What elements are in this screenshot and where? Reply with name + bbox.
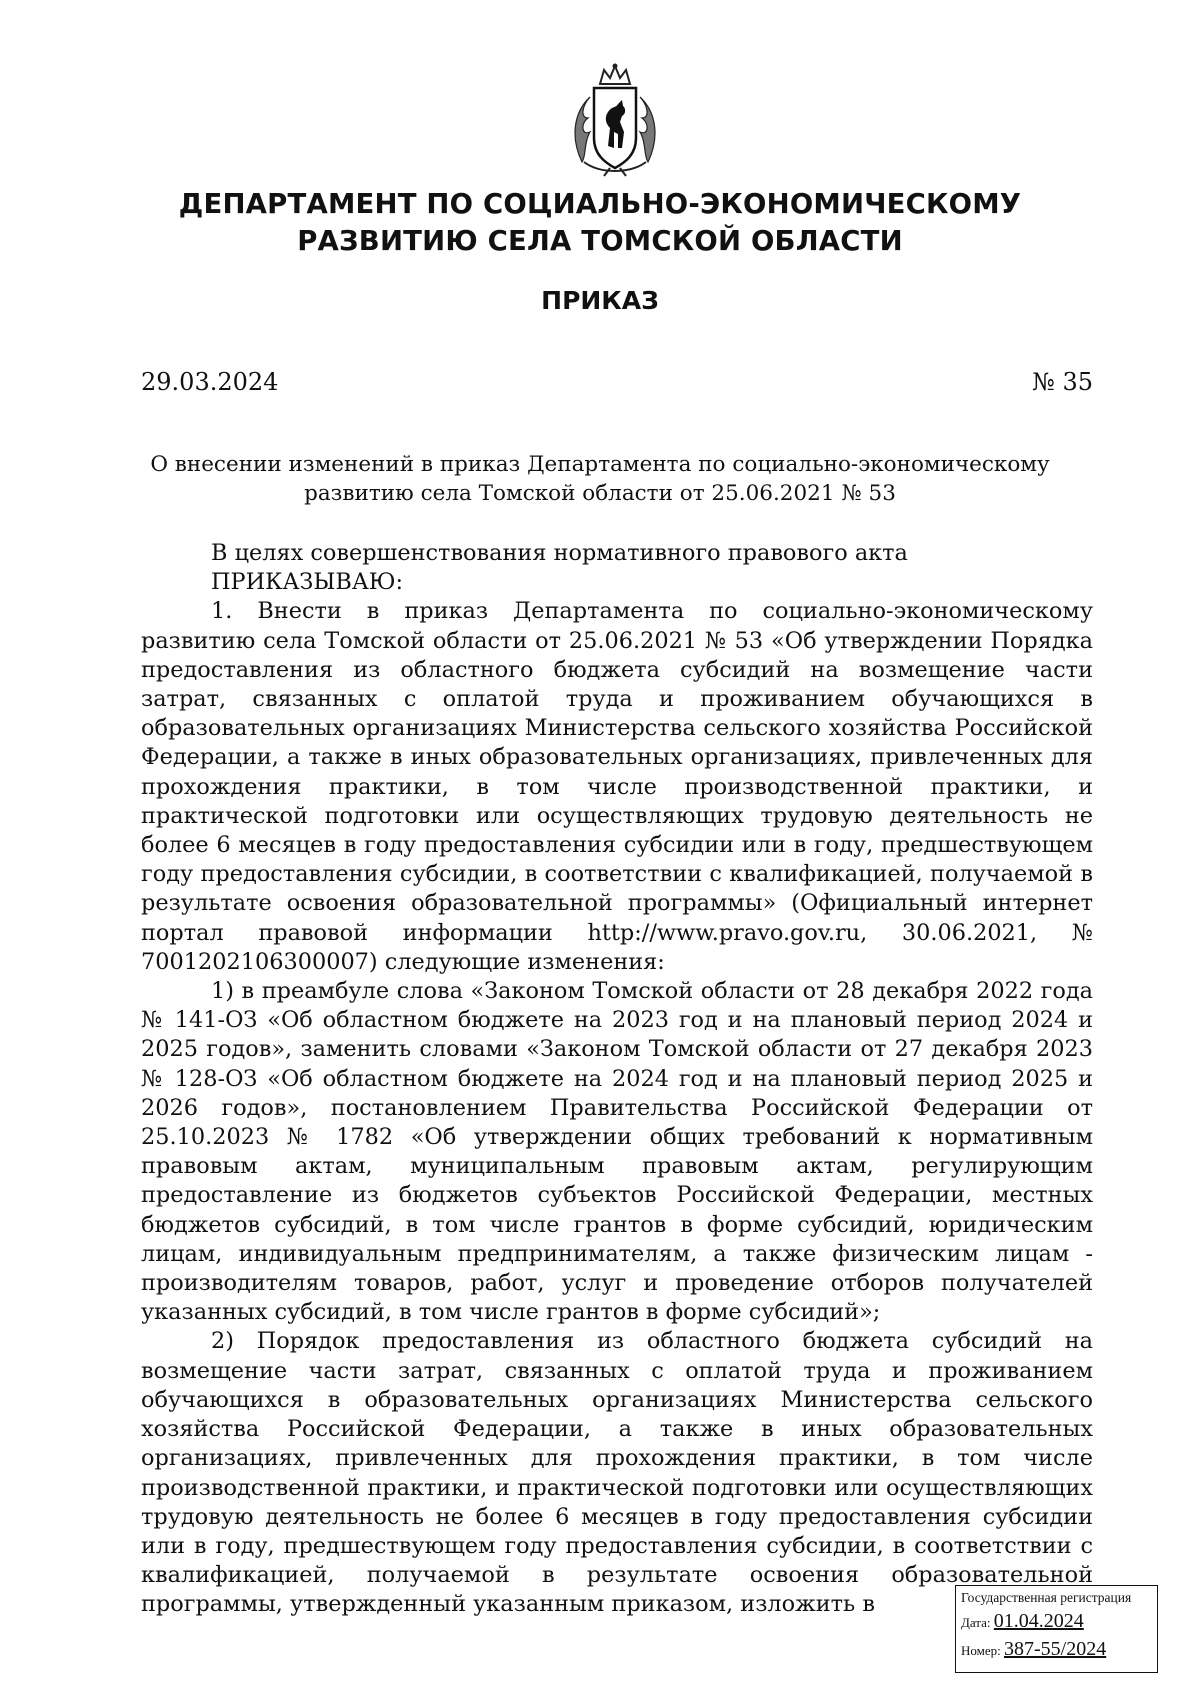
registration-number-row (961, 1638, 1152, 1662)
document-number: № 35 (1032, 368, 1093, 396)
preamble: В целях совершенствования нормативного правового акта (211, 540, 908, 566)
order-word: ПРИКАЗЫВАЮ: (211, 569, 404, 596)
subject-line1: О внесении изменений в приказ Департамента по социально-экономическому (150, 452, 1050, 477)
subject-line2: развитию села Томской области от 25.06.2021 № 53 (304, 481, 896, 506)
sub-item-1: 1) в преамбуле слова «Законом Томской области от 28 декабря 2022 года № 141-ОЗ «Об областном бюджете на 2023 год и на плановый период 2024 и 2025 годов», заменить словами «Законом Томской области от 27 декабря 2023 № 128-ОЗ «Об областном бюджете на 2024 год и на плановый период 2025 и 2026 годов», постановлением Правительства Российской Федерации от 25.10.2023 № 1782 «Об утверждении общих требований к нормативным правовым актам, муниципальным правовым актам, регулирующим предоставление из бюджетов субъектов Российской Федерации, местных бюджетов субсидий, в том числе грантов в форме субсидий, юридическим лицам, индивидуальным предпринимателям, а также физическим лицам - производителям товаров, работ, услуг и проведение отборов получателей указанных субсидий, в том числе грантов в форме субсидий»; (141, 978, 1093, 1326)
registration-number-label: Номер: (961, 1643, 1001, 1658)
coat-of-arms-icon (560, 62, 670, 177)
document-subject (150, 450, 1050, 508)
document-type: ПРИКАЗ (541, 286, 659, 315)
organization-name (0, 186, 1200, 260)
item-1: 1. Внести в приказ Департамента по социально-экономическому развитию села Томской области от 25.06.2021 № 53 «Об утверждении Порядка предоставления из областного бюджета субсидий на возмещение части затрат, связанных с оплатой труда и проживанием обучающихся в образовательных организациях Министерства сельского хозяйства Российской Федерации, а также в иных образовательных организациях, привлеченных для прохождения практики, в том числе производственной практики, и практической подготовки или осуществляющих трудовую деятельность не более 6 месяцев в году предоставления субсидии или в году, предшествующем году предоставления субсидии, в соответствии с квалификацией, получаемой в результате освоения образовательной программы» (Официальный интернет портал правовой информации http://www.pravo.gov.ru, 30.06.2021, № 7001202106300007) следующие изменения: (141, 598, 1093, 975)
registration-number-value: 387-55/2024 (1004, 1638, 1107, 1660)
registration-date-value: 01.04.2024 (993, 1610, 1084, 1632)
organization-name-line1: ДЕПАРТАМЕНТ ПО СОЦИАЛЬНО-ЭКОНОМИЧЕСКОМУ (178, 188, 1022, 220)
sub-item-2: 2) Порядок предоставления из областного бюджета субсидий на возмещение части затрат, связанных с оплатой труда и проживанием обучающихся в образовательных организациях Министерства сельского хозяйства Российской Федерации, а также в иных образовательных организациях, привлеченных для прохождения практики, в том числе производственной практики, и практической подготовки или осуществляющих трудовую деятельность не более 6 месяцев в году предоставления субсидии или в году, предшествующем году предоставления субсидии, в соответствии с квалификацией, получаемой в результате освоения образовательной программы, утвержденный указанным приказом, изложить в (141, 1328, 1093, 1618)
organization-name-line2: РАЗВИТИЮ СЕЛА ТОМСКОЙ ОБЛАСТИ (297, 225, 903, 257)
document-body (141, 539, 1093, 1620)
registration-date-label: Дата: (961, 1615, 991, 1630)
registration-title: Государственная регистрация (961, 1590, 1132, 1605)
registration-stamp (955, 1585, 1158, 1673)
registration-date-row (961, 1606, 1152, 1638)
document-date: 29.03.2024 (141, 368, 279, 396)
